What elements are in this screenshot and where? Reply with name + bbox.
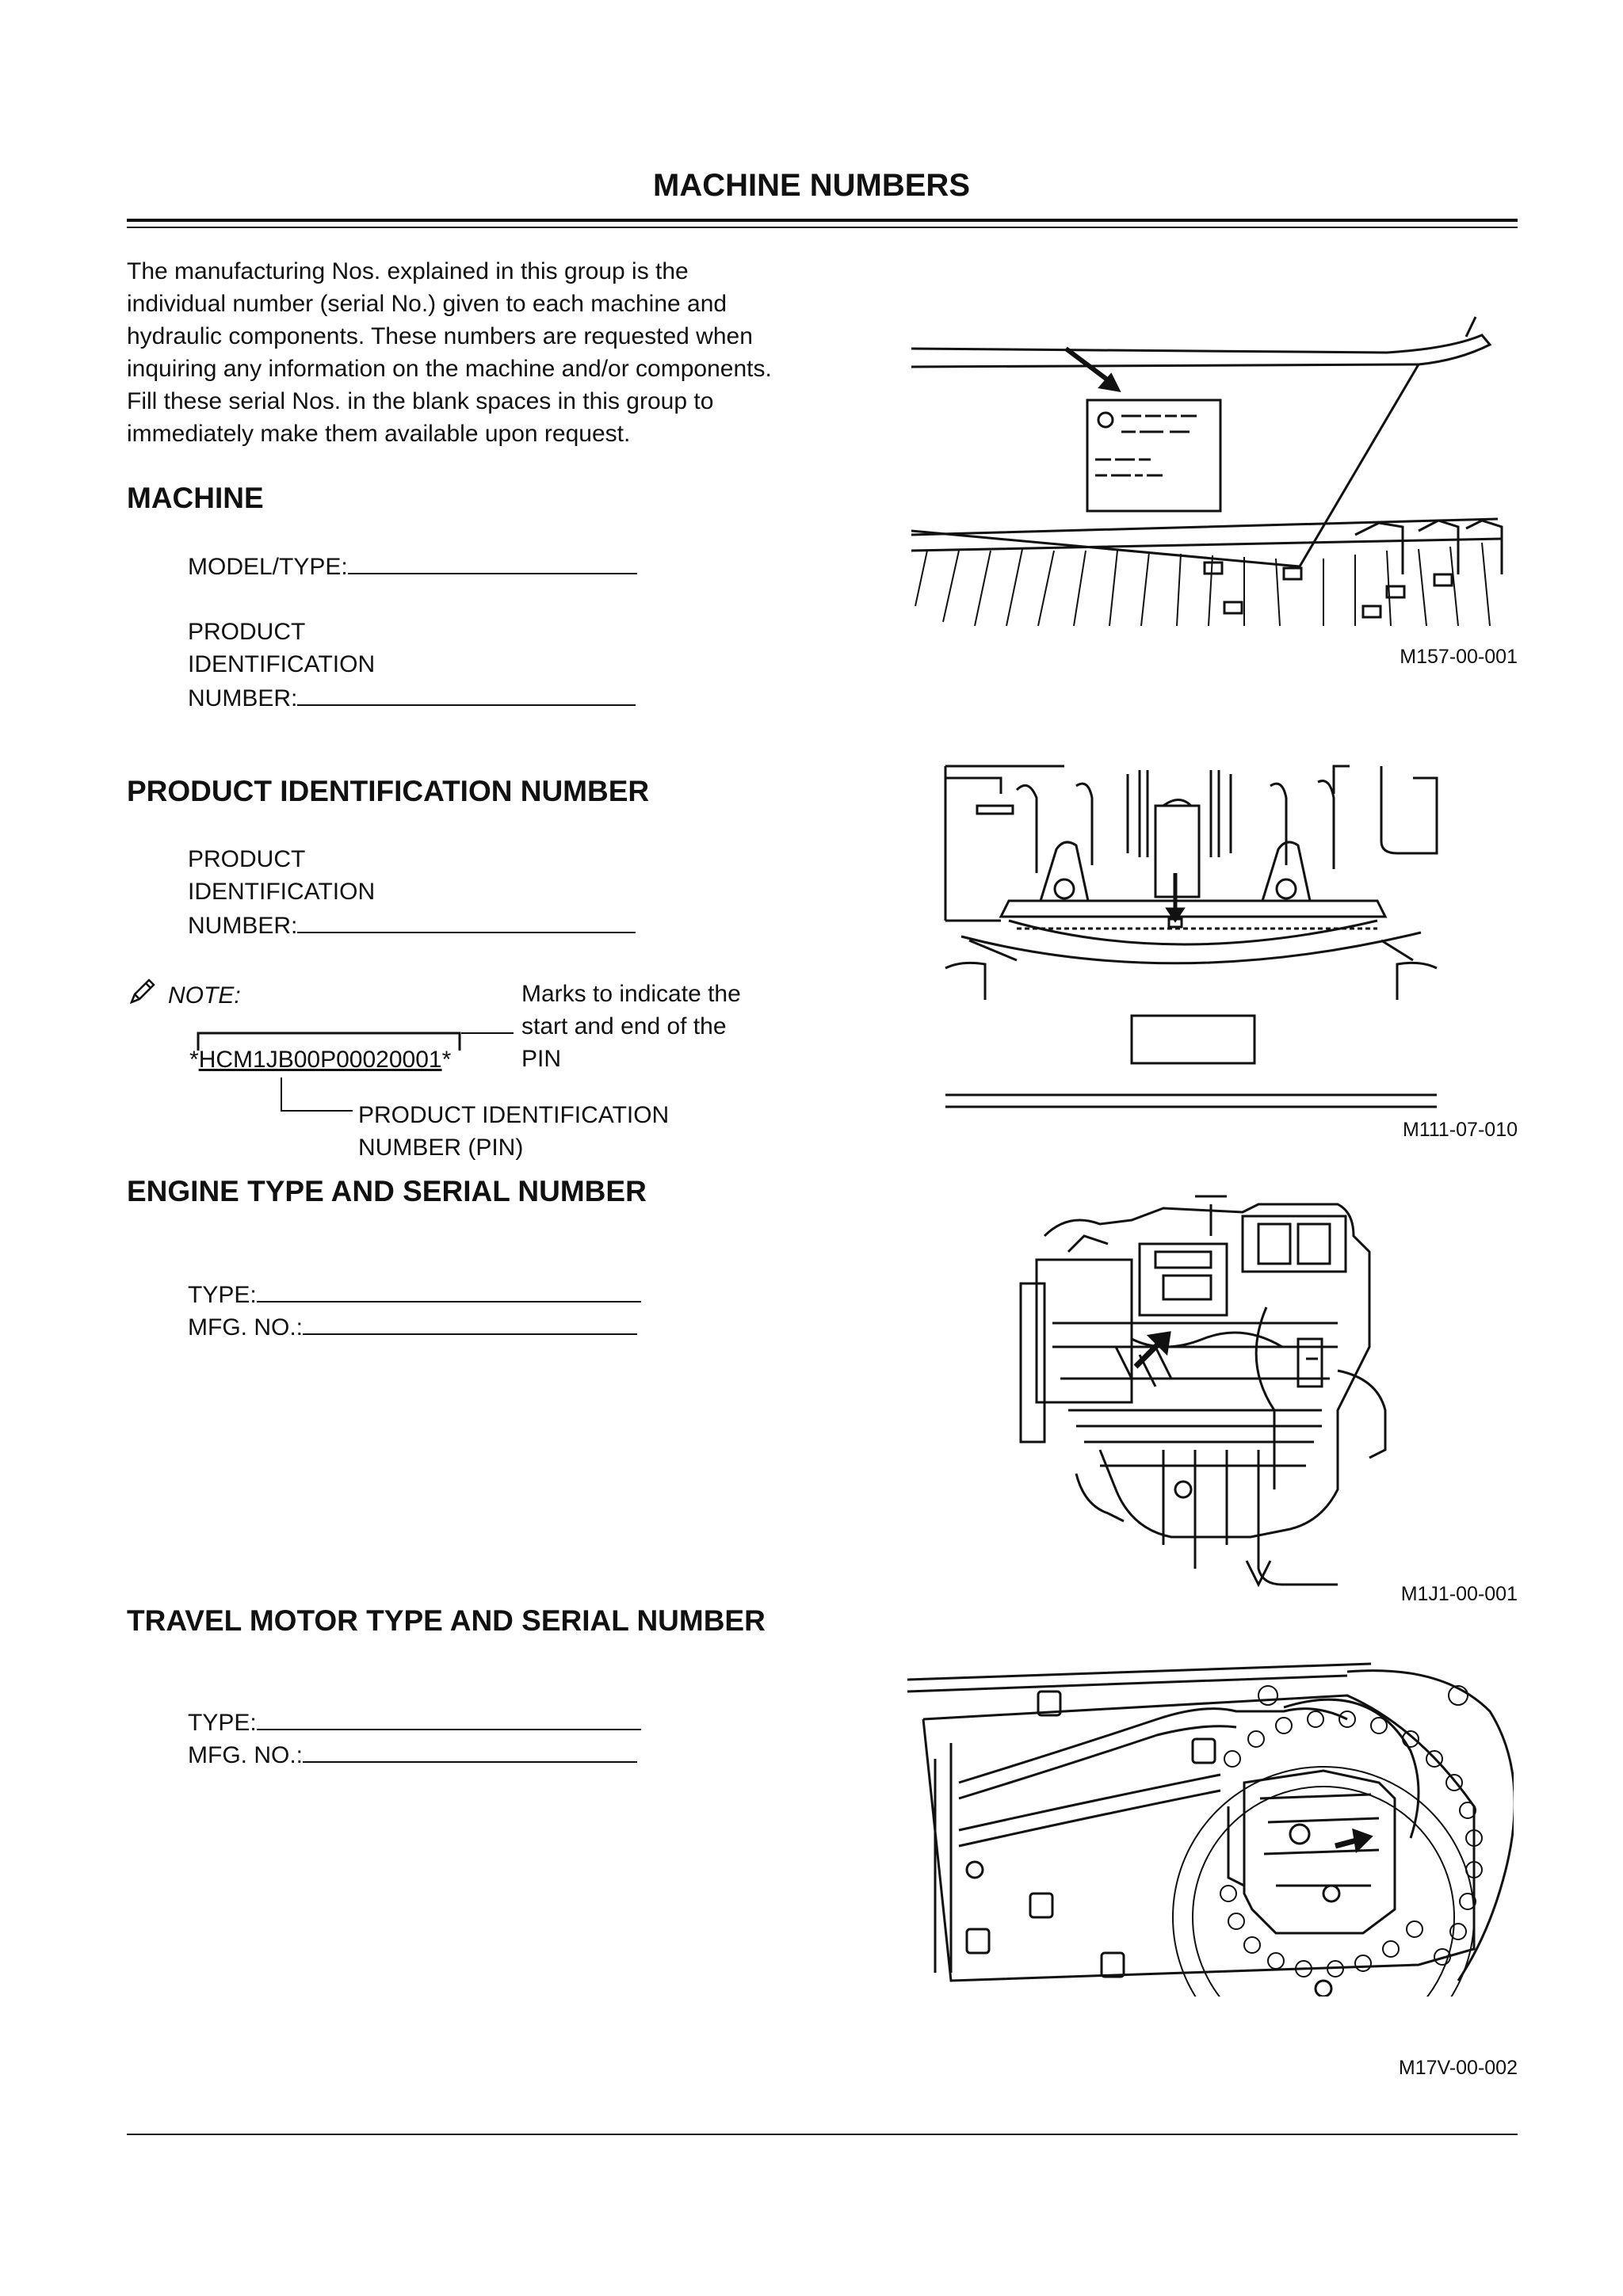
pin-example <box>189 1043 451 1076</box>
figure-caption-machine: M157-00-001 <box>1400 646 1518 668</box>
pin-leader <box>280 1077 359 1117</box>
figure-caption-frame: M111-07-010 <box>1403 1119 1518 1141</box>
page-title: MACHINE NUMBERS <box>653 168 970 203</box>
pin-example-suffix: * <box>441 1047 452 1073</box>
note-label: NOTE: <box>168 982 241 1009</box>
intro-line: The manufacturing Nos. explained in this group is the <box>127 258 689 284</box>
engine-figure <box>1005 1188 1401 1592</box>
intro-line: individual number (serial No.) given to each machine and <box>127 291 727 317</box>
marks-text-line: start and end of the <box>521 1013 727 1039</box>
engine-mfg-field[interactable] <box>188 1310 637 1344</box>
pin-label-2: IDENTIFICATION <box>188 879 376 905</box>
machine-pin-label-1: PRODUCT <box>188 619 306 645</box>
pin-label-3: NUMBER: <box>188 913 298 939</box>
marks-text-line: PIN <box>521 1046 562 1072</box>
marks-text-line: Marks to indicate the <box>521 981 741 1007</box>
model-type-label: MODEL/TYPE: <box>188 554 348 580</box>
machine-pin-field[interactable] <box>188 616 636 715</box>
machine-heading: MACHINE <box>127 482 264 514</box>
frame-pin-figure <box>938 762 1445 1111</box>
engine-type-blank[interactable] <box>257 1277 641 1302</box>
pin-field[interactable] <box>188 843 636 942</box>
pin-label-1: PRODUCT <box>188 846 306 872</box>
pin-text-line: PRODUCT IDENTIFICATION <box>358 1102 670 1128</box>
marks-leader <box>461 1027 517 1043</box>
engine-type-field[interactable] <box>188 1277 641 1311</box>
travel-motor-type-blank[interactable] <box>257 1705 641 1730</box>
travel-motor-heading: TRAVEL MOTOR TYPE AND SERIAL NUMBER <box>127 1604 766 1637</box>
engine-mfg-blank[interactable] <box>303 1310 637 1335</box>
figure-caption-travel-motor: M17V-00-002 <box>1398 2057 1518 2079</box>
machine-pin-label-2: IDENTIFICATION <box>188 651 376 677</box>
intro-line: immediately make them available upon request. <box>127 421 631 447</box>
travel-motor-figure <box>903 1632 1514 1997</box>
machine-pin-blank[interactable] <box>297 681 636 706</box>
machine-pin-label-3: NUMBER: <box>188 685 298 711</box>
engine-type-label: TYPE: <box>188 1282 257 1308</box>
travel-motor-mfg-field[interactable] <box>188 1737 637 1772</box>
pencil-note-icon <box>128 977 157 1005</box>
travel-motor-mfg-label: MFG. NO.: <box>188 1742 303 1768</box>
machine-plate-figure <box>911 313 1518 646</box>
intro-line: hydraulic components. These numbers are requested when <box>127 323 753 349</box>
footer-rule <box>127 2134 1518 2135</box>
marks-description <box>521 978 741 1075</box>
header-rule-thin <box>127 227 1518 228</box>
model-type-field[interactable] <box>188 549 637 583</box>
figure-caption-engine: M1J1-00-001 <box>1400 1583 1518 1605</box>
pin-description <box>358 1099 669 1164</box>
travel-motor-mfg-blank[interactable] <box>303 1737 637 1763</box>
intro-line: inquiring any information on the machine and/or components. <box>127 356 772 382</box>
model-type-blank[interactable] <box>348 549 637 574</box>
intro-line: Fill these serial Nos. in the blank spaces in this group to <box>127 388 714 414</box>
travel-motor-type-field[interactable] <box>188 1705 641 1739</box>
pin-example-prefix: * <box>189 1047 199 1073</box>
pin-text-line: NUMBER (PIN) <box>358 1135 524 1161</box>
pin-example-value: HCM1JB00P00020001 <box>198 1047 442 1073</box>
engine-mfg-label: MFG. NO.: <box>188 1314 303 1341</box>
travel-motor-type-label: TYPE: <box>188 1710 257 1736</box>
intro-paragraph <box>127 255 864 450</box>
engine-heading: ENGINE TYPE AND SERIAL NUMBER <box>127 1175 647 1207</box>
header-rule-thick <box>127 219 1518 222</box>
pin-heading: PRODUCT IDENTIFICATION NUMBER <box>127 775 650 807</box>
pin-blank[interactable] <box>297 908 636 933</box>
